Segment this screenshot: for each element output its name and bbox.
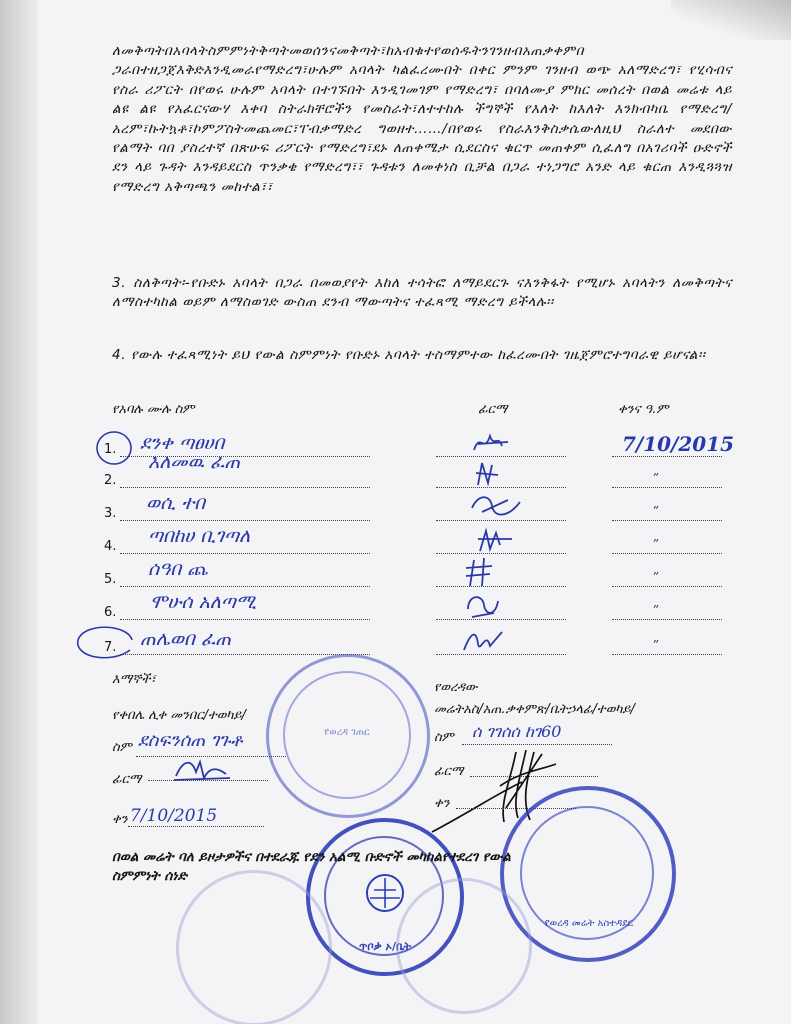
row-number: 7.	[104, 640, 117, 655]
member-signature	[474, 527, 518, 555]
verifier-heading: የወረዳው	[434, 680, 478, 695]
witness-name: ደስፍንሰጠ ገጉቶ	[138, 730, 243, 751]
row-number: 3.	[104, 506, 117, 521]
member-name: እለመዉ ፈጠ	[148, 451, 241, 473]
table-row	[0, 628, 791, 662]
name-line	[120, 520, 370, 521]
ditto-mark: ”	[652, 638, 659, 652]
verifier-name-label: ስም	[434, 730, 454, 745]
ditto-mark: ”	[652, 537, 659, 551]
date-line	[612, 487, 722, 488]
row-number: 2.	[104, 473, 117, 488]
witness-heading: እማኞች፣	[112, 672, 156, 687]
table-row	[0, 558, 791, 594]
signature-line	[436, 619, 566, 620]
date-line	[612, 553, 722, 554]
witness-date: 7/10/2015	[130, 806, 218, 826]
member-name: ሞሁሰ አለጣሚ	[150, 591, 257, 613]
witness-sign-line	[148, 780, 268, 781]
column-header-date: ቀንና ዓ.ም	[618, 402, 669, 417]
circle-mark-icon	[72, 622, 138, 666]
date-line	[612, 520, 722, 521]
member-signature	[462, 556, 498, 590]
date-line	[612, 619, 722, 620]
ditto-mark: ”	[652, 570, 659, 584]
paper-corner-fold	[671, 0, 791, 40]
ditto-mark: ”	[652, 504, 659, 518]
table-row	[0, 492, 791, 528]
verifier-name: ሰ ገገሰሰ ከገ60	[472, 722, 562, 741]
witness-role: የቀበሌ ሊቀ መንበር/ተወካይ/	[112, 708, 246, 723]
row-number: 5.	[104, 572, 117, 587]
witness-signature	[170, 756, 234, 786]
member-date: 7/10/2015	[622, 432, 735, 456]
signature-line	[436, 487, 566, 488]
stamp-text: የወረዳ መሬት አስተዳደር	[544, 918, 634, 929]
date-line	[612, 456, 722, 457]
table-row	[0, 525, 791, 561]
column-header-name: የአባሉ ሙሉ ስም	[112, 402, 195, 417]
circle-mark-icon	[94, 428, 134, 468]
faded-stamp	[396, 878, 532, 1014]
name-line	[120, 586, 370, 587]
signature-line	[436, 654, 566, 655]
verifier-date-label: ቀን	[434, 796, 450, 811]
row-number: 1.	[104, 442, 117, 457]
witness-name-label: ስም	[112, 740, 132, 755]
member-signature	[462, 589, 504, 621]
witness-date-line	[128, 826, 264, 827]
signature-line	[436, 520, 566, 521]
row-number: 4.	[104, 539, 117, 554]
name-line	[120, 553, 370, 554]
date-line	[612, 586, 722, 587]
footer-line-1: በወል መሬት ባለ ይዞታዎችና በተደራጁ የደን አልሚ ቡድኖች መካከልየተደረገ የውል	[112, 849, 511, 865]
signature-line	[436, 456, 566, 457]
footer-line-2: ስምምነት ሰነድ	[112, 868, 187, 884]
member-signature	[468, 492, 528, 522]
faded-stamp	[176, 870, 332, 1024]
table-row	[0, 432, 791, 462]
verifier-sign-label: ፊርማ	[434, 764, 464, 779]
official-stamp	[266, 654, 430, 818]
member-name: ጣበከሀ ቢገጣለ	[148, 525, 251, 547]
verifier-role: መሬትአስ/አጠ.ቃቀምጽ/ቤትኃላፊ/ተወካይ/	[434, 702, 635, 717]
member-signature	[472, 459, 502, 489]
paragraph-validity: 4. የውሉ ተፈጻሚነት ይህ የውል ስምምነት የቡድኑ አባላት ተስማምተው ከፈረሙበት ገዜጀምሮተግባራዊ ይሆናል፡፡	[112, 347, 706, 363]
column-header-signature: ፊርማ	[478, 402, 508, 417]
witness-date-label: ቀን	[112, 812, 128, 827]
paragraph-penalty: 3. ስለቅጣት፡-የቡድኑ አባላት በጋራ በመወያየት እከለ ተሳትፎ ለማይደርጉ ናእንቅፋት የሚሆኑ አባላትን ለመቅጣትና ለማስተካከል ወይም ለማስወገድ ውስጠ ደንብ ማውጣትና ተፈጻሚ ማድረግ ይችላሉ፡፡	[112, 275, 732, 311]
signature-line	[436, 553, 566, 554]
member-signature	[470, 428, 514, 458]
name-line	[120, 487, 370, 488]
member-name: ደንቀ ጣፀሀበ	[140, 432, 225, 454]
member-name: ወሲ ተበ	[146, 492, 206, 514]
stamp-text: ጥቦቃ ኦ/ቤት	[358, 940, 412, 953]
document-footer-title	[112, 848, 632, 886]
ditto-mark: ”	[652, 603, 659, 617]
member-name: ሰዓበ ጨ	[148, 558, 208, 580]
member-signature	[460, 624, 508, 656]
stamp-text: የወረዳ ገጠር	[324, 727, 370, 738]
member-name: ጠሌወበ ፈጠ	[140, 628, 232, 650]
paragraph-duties: ለመቅጣትበአባላትስምምነትቅጣትመወሰንናመቅጣት፣ከአብቁተየወሰዱትንገንዘብአጠቃቀምበ ጋራበተዘጋጀእቅድእንዲመራየማድረግ፣ሁሉም አባላት ካልፈረሙበት በቀር ምንም ገንዘብ ወጭ አለማድረግ፣ የሂሳብና የስራ ሪፖርት በየወሩ ሁሉም አባላት በተገኙበት እንዲገመገም የማድረግ፣ በባለሙያ ምክር መሰረት በወል መሬቱ ላይ ልዩ ልዩ የአፈርናውሃ እቀባ ስትራክቸሮችን የመስራት፣ለተተከሉ ችግኞች የእለት ከእለት እንክብካቤ የማድረግ/አረም፣ኩትኳቶ፣ኮምፖስትመጨመር፣ፐብቃማድረ ግወዘተ……/በየወሩ የስራእንቅስቃሴውለዚህ ስራለተ መደበው የልማት ባበ ያስረተኛ በጽሁፍ ሪፖርት የማድረግ፣ደኑ ለጠቀሜታ ሲደርስና ቁርጥ መጠቀም ሲፈለግ በአገሪባች ዑድኖች ደን ላይ ጉዳት እንዳይደርስ ጥንቃቄ የማድረግ፣፣ ጉዳቱን ለመቀነስ ቢቻል በጋራ ተነጋግሮ አንድ ላይ ቁርጠ እንዲጓጓዝ የማድረግ አቅጣጫን መከተል፣፣	[112, 43, 732, 195]
ditto-mark: ”	[652, 471, 659, 485]
date-line	[612, 654, 722, 655]
table-row	[0, 451, 791, 495]
name-line	[120, 619, 370, 620]
row-number: 6.	[104, 605, 117, 620]
witness-sign-label: ፊርማ	[112, 772, 142, 787]
signature-line	[436, 586, 566, 587]
